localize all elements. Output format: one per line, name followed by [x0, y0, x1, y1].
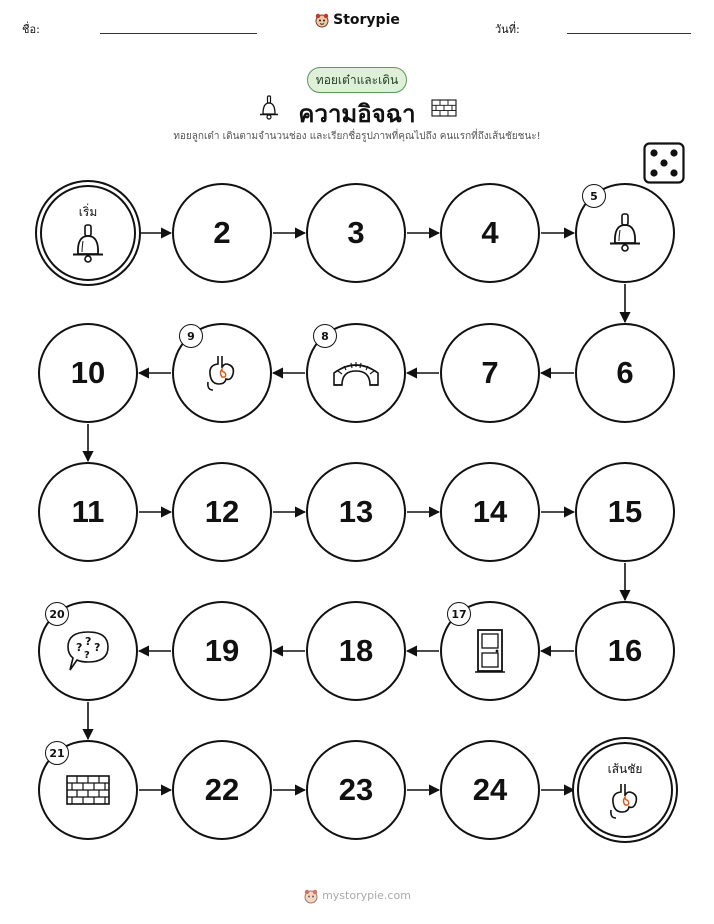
brick-wall-icon — [65, 774, 111, 806]
space-number: 10 — [70, 355, 106, 390]
board-space-7 — [440, 323, 540, 423]
space-number: 7 — [481, 355, 499, 390]
board-space-5 — [575, 183, 675, 283]
space-number: 15 — [607, 494, 643, 529]
board-space-20 — [38, 601, 138, 701]
space-number: 13 — [338, 494, 374, 529]
space-number-badge: 8 — [313, 324, 337, 348]
start-space — [40, 185, 136, 281]
space-number: 4 — [481, 215, 499, 250]
board-space-22 — [172, 740, 272, 840]
space-number: 24 — [472, 772, 508, 807]
finish-space — [577, 742, 673, 838]
board-space-3 — [306, 183, 406, 283]
board-space-14 — [440, 462, 540, 562]
board-space-21 — [38, 740, 138, 840]
footer-mascot-icon — [303, 888, 319, 904]
space-number: 14 — [472, 494, 508, 529]
stomach-fire-icon — [205, 354, 239, 392]
board-space-12 — [172, 462, 272, 562]
board-space-4 — [440, 183, 540, 283]
svg-text:?: ? — [85, 635, 92, 648]
space-number-badge: 20 — [45, 602, 69, 626]
instructions: ทอยลูกเต๋า เดินตามจำนวนช่อง และเรียกชื่อรูปภาพที่คุณไปถึง คนแรกที่ถึงเส้นชัยชนะ! — [173, 131, 541, 142]
page-title: ความอิจฉา — [298, 100, 416, 128]
board-space-17 — [440, 601, 540, 701]
board-space-6 — [575, 323, 675, 423]
board-space-9 — [172, 323, 272, 423]
space-number-badge: 17 — [447, 602, 471, 626]
board-space-16 — [575, 601, 675, 701]
finish-label: เส้นชัย — [607, 762, 643, 776]
space-number-badge: 21 — [45, 741, 69, 765]
board-space-18 — [306, 601, 406, 701]
board-space-15 — [575, 462, 675, 562]
door-icon — [475, 628, 505, 674]
svg-text:?: ? — [94, 641, 101, 654]
space-number: 3 — [347, 215, 365, 250]
footer — [0, 888, 714, 904]
space-number: 11 — [71, 494, 105, 529]
footer-site: mystorypie.com — [322, 889, 411, 902]
svg-text:?: ? — [76, 641, 83, 654]
space-number: 22 — [204, 772, 240, 807]
board-space-23 — [306, 740, 406, 840]
board-space-2 — [172, 183, 272, 283]
name-label: ชื่อ: — [22, 23, 40, 36]
space-number-badge: 5 — [582, 184, 606, 208]
bridge-icon — [332, 359, 380, 387]
board-space-24 — [440, 740, 540, 840]
board-space-11 — [38, 462, 138, 562]
space-number: 6 — [616, 355, 634, 390]
space-number: 12 — [204, 494, 240, 529]
stomach-fire-icon — [608, 782, 642, 820]
bell-icon — [608, 212, 642, 254]
game-type-badge: ทอยเต๋าและเดิน — [307, 67, 407, 93]
svg-text:?: ? — [84, 650, 90, 661]
board-space-13 — [306, 462, 406, 562]
space-number: 19 — [204, 633, 240, 668]
board-space-10 — [38, 323, 138, 423]
start-label: เริ่ม — [78, 205, 98, 219]
space-number: 23 — [338, 772, 374, 807]
question-bubble-icon — [65, 629, 111, 673]
space-number-badge: 9 — [179, 324, 203, 348]
space-number: 2 — [213, 215, 231, 250]
board-space-19 — [172, 601, 272, 701]
space-number: 18 — [338, 633, 374, 668]
bell-icon — [71, 223, 105, 265]
date-label: วันที่: — [495, 23, 520, 36]
board-space-8 — [306, 323, 406, 423]
brand-name: Storypie — [333, 12, 400, 28]
space-number: 16 — [607, 633, 643, 668]
